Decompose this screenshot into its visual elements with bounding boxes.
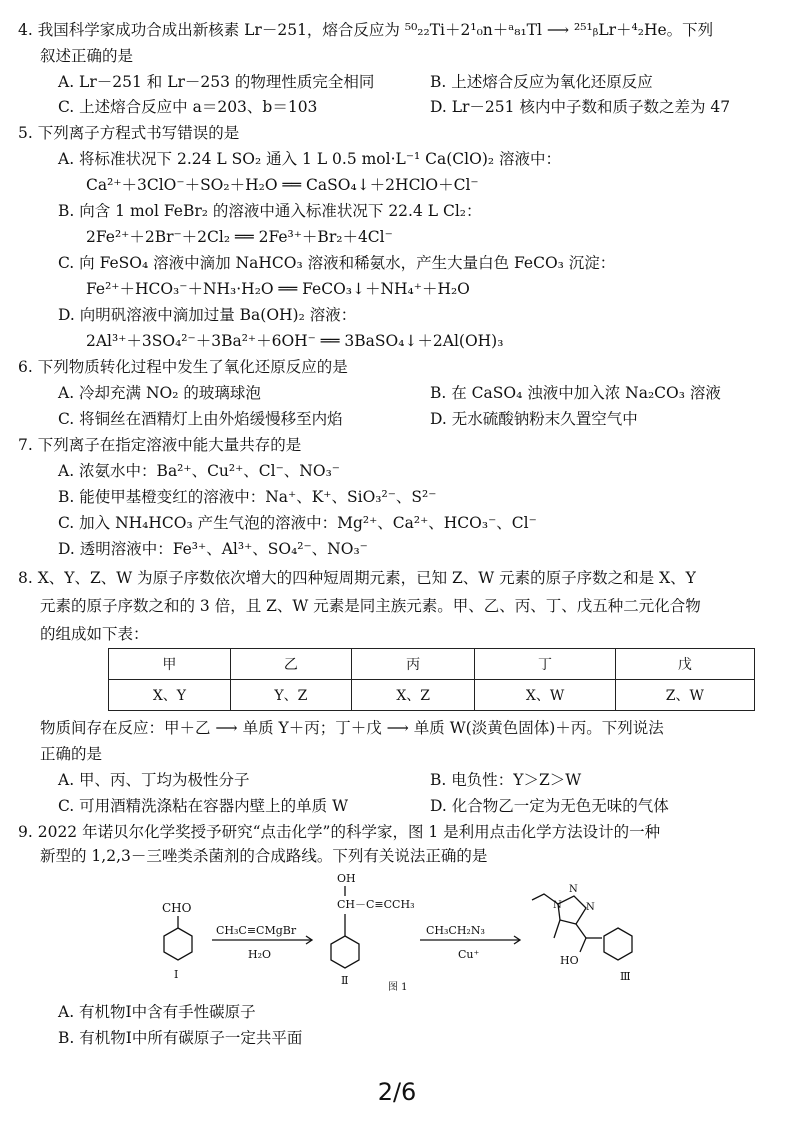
ho-bond [580,938,586,952]
table-header-cell: 丁 [475,649,615,680]
q8-option-a: A. 甲、丙、丁均为极性分子 [58,771,250,789]
q7-option-b: B. 能使甲基橙变红的溶液中：Na⁺、K⁺、SiO₃²⁻、S²⁻ [58,488,437,506]
table-cell: X、Z [351,680,475,711]
triazole-n2: N [569,884,578,895]
reagent-1-bottom: H₂O [248,948,272,961]
q8-option-c: C. 可用酒精洗涤粘在容器内壁上的单质 W [58,797,349,815]
triazole-n1: N [553,900,562,911]
q4-option-d: D. Lr－251 核内中子数和质子数之差为 47 [430,98,731,116]
alkyne-chain: CH－C≡CCH₃ [337,898,415,911]
benzene-ring-ii [331,936,359,968]
table-row [109,680,755,711]
triazole-ring [558,896,586,924]
table-header-cell: 丙 [351,649,475,680]
page-number: 2/6 [377,1078,417,1106]
q9-option-b: B. 有机物Ⅰ中所有碳原子一定共平面 [58,1029,303,1047]
q4-option-b: B. 上述熔合反应为氧化还原反应 [430,73,653,91]
q8-stem: 8. X、Y、Z、W 为原子序数依次增大的四种短周期元素，已知 Z、W 元素的原子序数之和是 X、Y [18,569,696,587]
q5-stem: 5. 下列离子方程式书写错误的是 [18,124,240,142]
reagent-2-top: CH₃CH₂N₃ [426,924,485,937]
q7-option-d: D. 透明溶液中：Fe³⁺、Al³⁺、SO₄²⁻、NO₃⁻ [58,540,368,558]
compound-table [108,648,755,711]
q5-option-a-equation: Ca²⁺＋3ClO⁻＋SO₂＋H₂O ══ CaSO₄↓＋2HClO＋Cl⁻ [86,176,479,194]
table-cell: X、Y [109,680,231,711]
q7-option-a: A. 浓氨水中：Ba²⁺、Cu²⁺、Cl⁻、NO₃⁻ [58,462,340,480]
triazole-n3: N [586,902,595,913]
q8-reaction-text-cont: 正确的是 [40,745,103,763]
q5-option-d-equation: 2Al³⁺＋3SO₄²⁻＋3Ba²⁺＋6OH⁻ ══ 3BaSO₄↓＋2Al(OH)₃ [86,332,504,350]
q6-option-d: D. 无水硫酸钠粉末久置空气中 [430,410,638,428]
q5-option-c-equation: Fe²⁺＋HCO₃⁻＋NH₃·H₂O ══ FeCO₃↓＋NH₄⁺＋H₂O [86,280,470,298]
compound-i-label: Ⅰ [174,968,179,981]
q5-option-c: C. 向 FeSO₄ 溶液中滴加 NaHCO₃ 溶液和稀氨水，产生大量白色 FeCO₃ 沉淀： [58,254,616,272]
q6-option-b: B. 在 CaSO₄ 浊液中加入浓 Na₂CO₃ 溶液 [430,384,721,402]
benzene-ring-i [164,928,192,960]
q9-option-a: A. 有机物Ⅰ中含有手性碳原子 [58,1003,256,1021]
q8-option-b: B. 电负性：Y＞Z＞W [430,771,582,789]
table-cell: Z、W [615,680,754,711]
q9-stem: 9. 2022 年诺贝尔化学奖授予研究“点击化学”的科学家，图 1 是利用点击化学方法设计的一种 [18,823,661,841]
table-header-cell: 戊 [615,649,754,680]
q6-option-a: A. 冷却充满 NO₂ 的玻璃球泡 [58,384,261,402]
reagent-1-top: CH₃C≡CMgBr [216,924,297,937]
q7-option-c: C. 加入 NH₄HCO₃ 产生气泡的溶液中：Mg²⁺、Ca²⁺、HCO₃⁻、Cl⁻ [58,514,537,532]
q8-reaction-text: 物质间存在反应：甲＋乙 ⟶ 单质 Y＋丙；丁＋戊 ⟶ 单质 W(淡黄色固体)＋丙。下列说法 [40,719,664,737]
q6-option-c: C. 将铜丝在酒精灯上由外焰缓慢移至内焰 [58,410,343,428]
oh-group: OH [337,872,356,885]
compound-ii-label: Ⅱ [341,974,349,987]
methyl-group [554,920,560,938]
q4-option-a: A. Lr－251 和 Lr－253 的物理性质完全相同 [58,73,375,91]
q5-option-b: B. 向含 1 mol FeBr₂ 的溶液中通入标准状况下 22.4 L Cl₂： [58,202,482,220]
q8-stem-cont2: 的组成如下表： [40,625,149,643]
q5-option-d: D. 向明矾溶液中滴加过量 Ba(OH)₂ 溶液： [58,306,357,324]
compound-iii-label: Ⅲ [620,970,631,983]
table-header-cell: 甲 [109,649,231,680]
q4-option-c: C. 上述熔合反应中 a＝203、b＝103 [58,98,318,116]
q8-option-d: D. 化合物乙一定为无色无味的气体 [430,797,669,815]
q4-stem: 4. 我国科学家成功合成出新核素 Lr－251，熔合反应为 ⁵⁰₂₂Ti＋2¹₀n＋ᵃ₈₁Tl ⟶ ²⁵¹ᵦLr＋⁴₂He。下列 [18,21,714,39]
ho-group: HO [560,954,579,967]
cho-group: CHO [162,901,192,915]
synthesis-route-figure [140,866,660,996]
figure-caption: 图 1 [388,982,408,993]
q9-stem-cont: 新型的 1,2,3－三唑类杀菌剂的合成路线。下列有关说法正确的是 [40,847,488,865]
table-header-row [109,649,755,680]
table-header-cell: 乙 [230,649,351,680]
q6-stem: 6. 下列物质转化过程中发生了氧化还原反应的是 [18,358,348,376]
q5-option-a: A. 将标准状况下 2.24 L SO₂ 通入 1 L 0.5 mol·L⁻¹ Ca(ClO)₂ 溶液中： [58,150,562,168]
q8-stem-cont: 元素的原子序数之和的 3 倍，且 Z、W 元素是同主族元素。甲、乙、丙、丁、戊五种二元化合物 [40,597,701,615]
q7-stem: 7. 下列离子在指定溶液中能大量共存的是 [18,436,302,454]
table-cell: X、W [475,680,615,711]
q5-option-b-equation: 2Fe²⁺＋2Br⁻＋2Cl₂ ══ 2Fe³⁺＋Br₂＋4Cl⁻ [86,228,393,246]
triazole-to-ch-bond [576,924,586,938]
reagent-2-bottom: Cu⁺ [458,948,480,961]
benzene-ring-iii [604,928,632,960]
q4-stem-cont: 叙述正确的是 [40,47,134,65]
table-cell: Y、Z [230,680,351,711]
